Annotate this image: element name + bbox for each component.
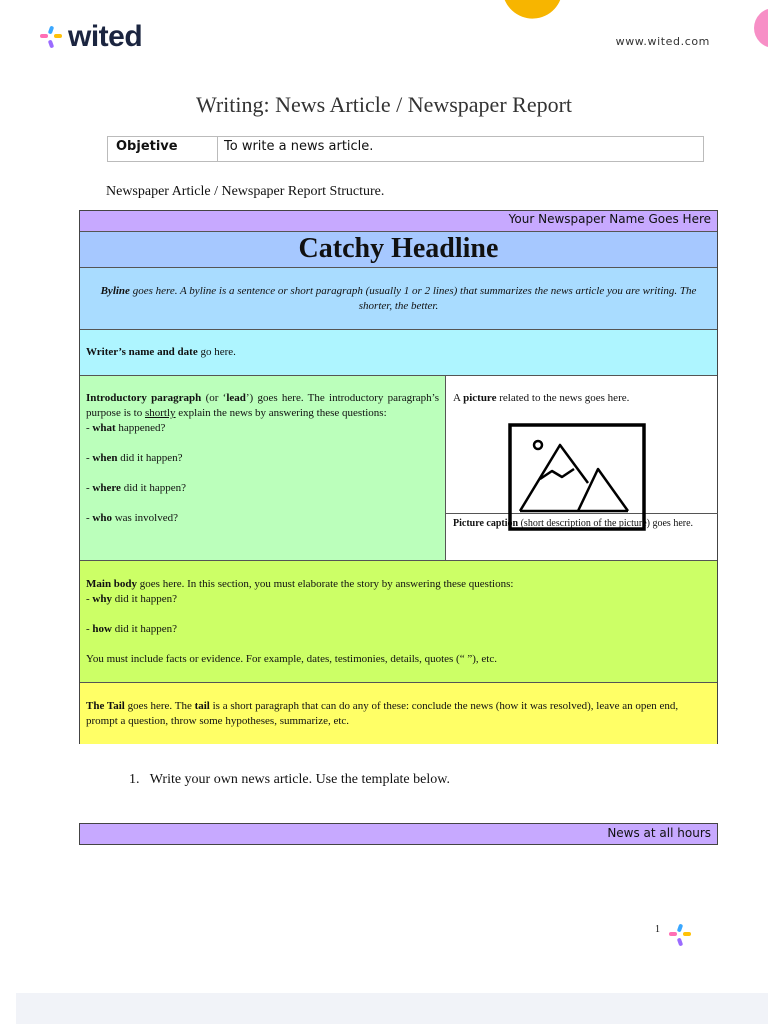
- newspaper-name-bar: [80, 211, 717, 232]
- objective-table: [107, 136, 704, 162]
- q-word: who: [92, 512, 112, 524]
- byline-term: Byline: [100, 285, 130, 297]
- template-newspaper-bar: [79, 823, 718, 845]
- intro-term: Introductory paragraph: [86, 392, 202, 404]
- q-rest: did it happen?: [117, 452, 183, 464]
- question-how: [86, 622, 711, 637]
- wited-logo-icon: [38, 24, 64, 50]
- objective-label: Objetive: [108, 137, 218, 161]
- newspaper-template: [79, 210, 718, 744]
- q-prefix: -: [86, 422, 93, 434]
- main-body-note: You must include facts or evidence. For example, dates, testimonies, details, quotes (“ ”), etc.: [86, 653, 497, 665]
- q-word: how: [92, 623, 112, 635]
- decor-orange-shape: [498, 0, 573, 28]
- intro-picture-row: [80, 376, 717, 561]
- intro-text-2: ’) goes here. The introductory paragraph’s purpose is to: [86, 392, 439, 419]
- caption-text: (short description of the picture) goes here.: [518, 518, 694, 529]
- q-word: why: [92, 593, 112, 605]
- question-where: [86, 481, 439, 496]
- tail-text-1: goes here. The: [124, 700, 195, 712]
- document-title: Writing: News Article / Newspaper Report: [195, 92, 573, 117]
- picture-cell: [446, 376, 718, 560]
- intro-description: [86, 391, 439, 421]
- question-who: [86, 511, 439, 526]
- intro-text-1: (or ‘: [201, 392, 227, 404]
- shortly-term: shortly: [144, 407, 176, 419]
- headline-band: [80, 232, 717, 268]
- writer-text: go here.: [197, 346, 236, 358]
- caption-term: Picture caption: [453, 518, 519, 529]
- byline-text: goes here. A byline is a sentence or short paragraph (usually 1 or 2 lines) that summarizes the news article you are writing. The shorter, the better.: [129, 285, 697, 312]
- q-word: where: [92, 482, 121, 494]
- q-rest: was involved?: [111, 512, 178, 524]
- q-rest: did it happen?: [111, 623, 178, 635]
- q-prefix: -: [86, 623, 93, 635]
- q-rest: did it happen?: [120, 482, 187, 494]
- writer-term: Writer’s name and date: [86, 346, 198, 358]
- byline-band: [80, 268, 717, 330]
- q-word: when: [92, 452, 118, 464]
- q-prefix: -: [86, 452, 93, 464]
- main-body-description: [86, 577, 711, 592]
- image-placeholder-icon: [508, 423, 646, 531]
- q-prefix: -: [86, 512, 93, 524]
- structure-label: Newspaper Article / Newspaper Report Structure.: [106, 184, 385, 199]
- task-instruction: 1. Write your own news article. Use the template below.: [129, 772, 450, 787]
- second-newspaper-name: News at all hours: [607, 826, 711, 840]
- lead-term: lead: [226, 392, 246, 404]
- main-body-text: goes here. In this section, you must elaborate the story by answering these questions:: [137, 578, 514, 590]
- picture-text-1: A: [453, 392, 464, 404]
- q-rest: happened?: [115, 422, 166, 434]
- q-prefix: -: [86, 482, 93, 494]
- site-url[interactable]: www.wited.com: [615, 35, 710, 48]
- newspaper-name: Your Newspaper Name Goes Here: [508, 212, 711, 226]
- picture-term: picture: [463, 392, 497, 404]
- tail-text-2: is a short paragraph that can do any of these: conclude the news (how it was resolved), leave an open end, prompt a question, throw some hypotheses, summarize, etc.: [86, 700, 679, 727]
- main-body-band: [80, 561, 717, 683]
- headline: Catchy Headline: [298, 233, 499, 264]
- footer-band: [16, 993, 768, 1024]
- intro-text-3: explain the news by answering these questions:: [175, 407, 387, 419]
- tail-word: tail: [194, 700, 210, 712]
- picture-text-2: related to the news goes here.: [496, 392, 630, 404]
- tail-band: [80, 683, 717, 744]
- question-what: [86, 421, 439, 436]
- page-number: 1: [655, 924, 660, 935]
- brand-logo[interactable]: [38, 22, 142, 52]
- picture-text: [453, 392, 629, 404]
- question-why: [86, 592, 711, 607]
- writer-band: [80, 330, 717, 376]
- intro-paragraph-cell: [80, 376, 446, 560]
- main-body-term: Main body: [86, 578, 138, 590]
- q-prefix: -: [86, 593, 93, 605]
- tail-term: The Tail: [86, 700, 125, 712]
- q-rest: did it happen?: [111, 593, 178, 605]
- question-when: [86, 451, 439, 466]
- decor-pink-shape: [754, 8, 768, 48]
- q-word: what: [92, 422, 116, 434]
- brand-name: wited: [68, 20, 143, 53]
- objective-value: To write a news article.: [224, 139, 374, 154]
- wited-footer-icon: [667, 922, 693, 948]
